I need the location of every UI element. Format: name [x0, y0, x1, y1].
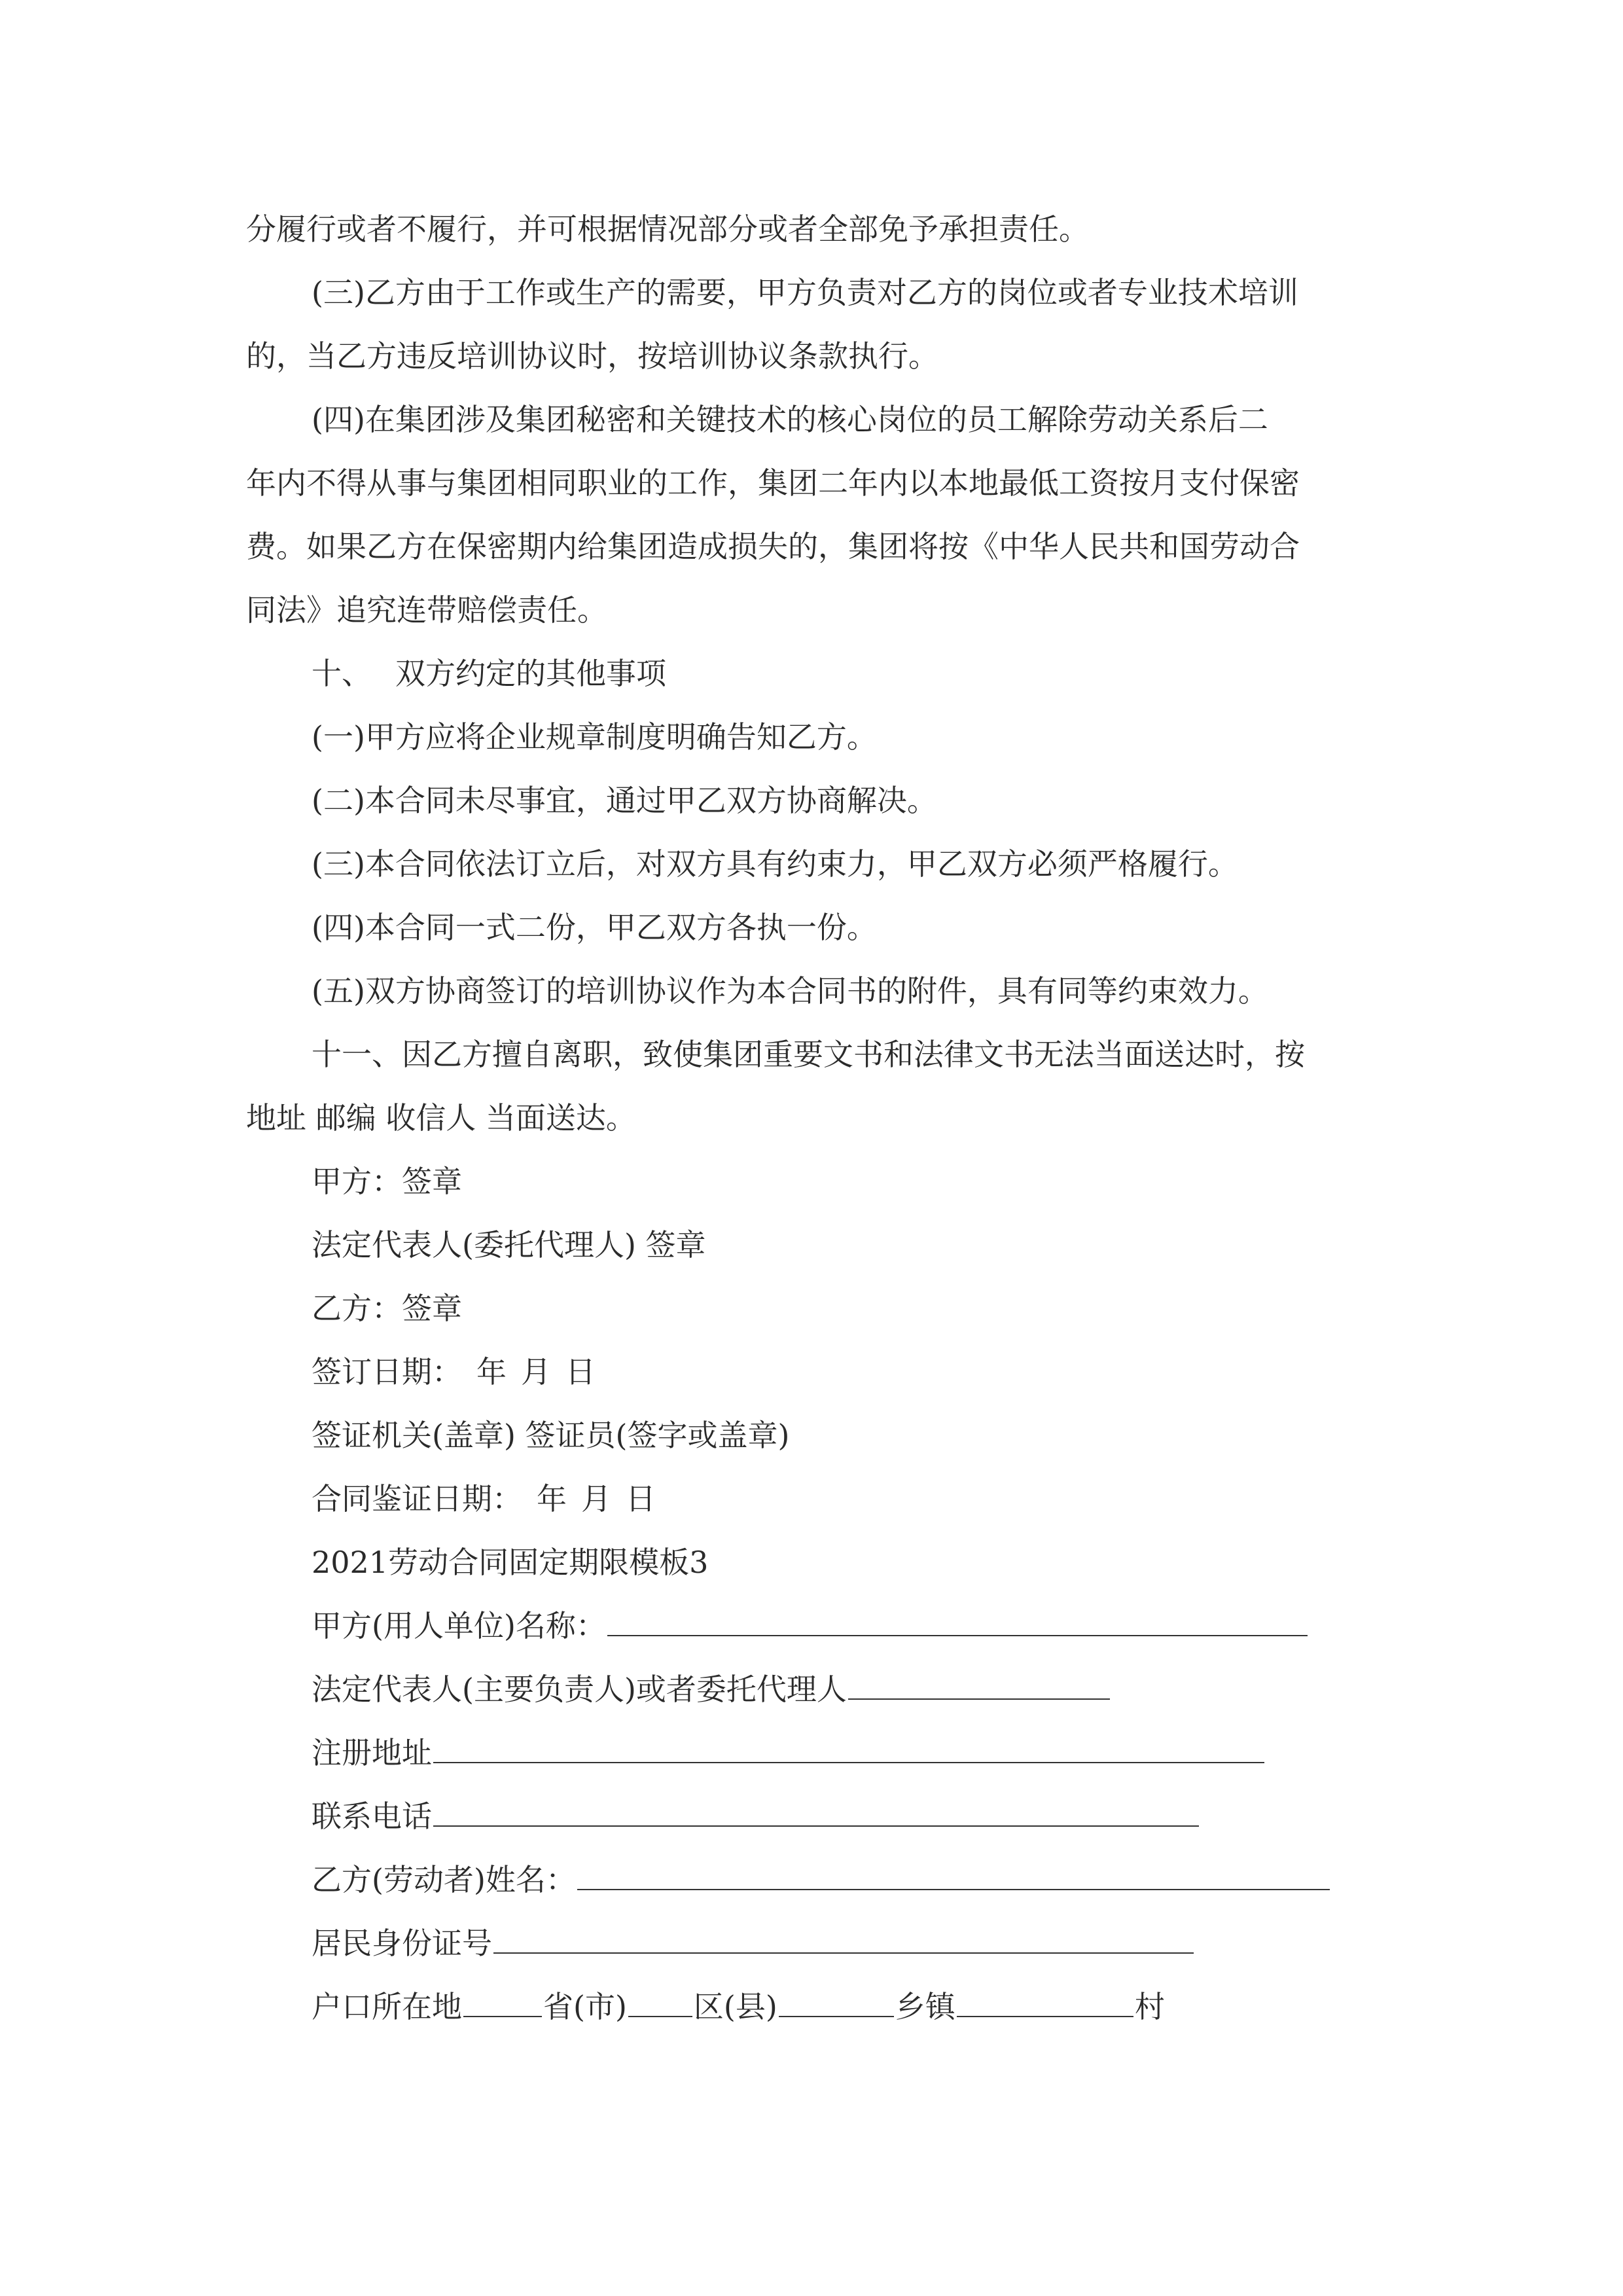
- province-label: 省(市): [543, 1989, 627, 2024]
- list-item: (四)本合同一式二份，甲乙双方各执一份。: [312, 910, 877, 945]
- list-item: (五)双方协商签订的培训协议作为本合同书的附件，具有同等约束效力。: [312, 973, 1268, 1009]
- legal-representative-blank[interactable]: [848, 1670, 1110, 1700]
- year-label: 年: [476, 1354, 507, 1390]
- authority-line: 签证机关(盖章) 签证员(签字或盖章): [312, 1418, 790, 1453]
- household-row: [312, 1987, 1450, 2026]
- paragraph-line: 的，当乙方违反培训协议时，按培训协议条款执行。: [246, 338, 938, 374]
- verify-date: [312, 1479, 1450, 1518]
- list-item: (二)本合同未尽事宜，通过甲乙双方协商解决。: [312, 783, 937, 818]
- phone-label: 联系电话: [312, 1799, 432, 1834]
- id-number-row: [312, 1924, 1450, 1963]
- paragraph-line: (三)乙方由于工作或生产的需要，甲方负责对乙方的岗位或者专业技术培训: [312, 275, 1298, 310]
- template-title: 2021劳动合同固定期限模板3: [312, 1545, 709, 1580]
- employee-name-row: [312, 1860, 1450, 1899]
- sign-date: [312, 1352, 1450, 1391]
- employer-name-row: [312, 1606, 1450, 1645]
- employee-name-blank[interactable]: [577, 1860, 1330, 1890]
- village-blank[interactable]: [957, 1987, 1133, 2017]
- sign-date-label: 签订日期：: [312, 1354, 462, 1390]
- legal-representative-label: 法定代表人(主要负责人)或者委托代理人: [312, 1672, 847, 1707]
- village-label: 村: [1134, 1989, 1165, 2024]
- list-item: (三)本合同依法订立后，对双方具有约束力，甲乙双方必须严格履行。: [312, 846, 1238, 882]
- signature-party-b: 乙方：签章: [312, 1291, 462, 1326]
- employee-name-label: 乙方(劳动者)姓名：: [312, 1862, 576, 1897]
- month-label: 月: [581, 1481, 611, 1516]
- employer-name-label: 甲方(用人单位)名称：: [312, 1608, 606, 1643]
- paragraph-line: 地址 邮编 收信人 当面送达。: [246, 1100, 636, 1136]
- section-heading: [312, 654, 1450, 693]
- phone-row: [312, 1797, 1450, 1836]
- year-label: 年: [537, 1481, 567, 1516]
- id-number-label: 居民身份证号: [312, 1926, 492, 1961]
- paragraph-line: 十一、因乙方擅自离职，致使集团重要文书和法律文书无法当面送达时，按: [312, 1037, 1305, 1072]
- phone-blank[interactable]: [433, 1797, 1199, 1827]
- list-item: (一)甲方应将企业规章制度明确告知乙方。: [312, 719, 877, 755]
- day-label: 日: [565, 1354, 596, 1390]
- registered-address-label: 注册地址: [312, 1735, 432, 1770]
- township-blank[interactable]: [779, 1987, 894, 2017]
- verify-date-label: 合同鉴证日期：: [312, 1481, 522, 1516]
- paragraph-line: (四)在集团涉及集团秘密和关键技术的核心岗位的员工解除劳动关系后二: [312, 402, 1268, 437]
- section-title: 双方约定的其他事项: [395, 656, 666, 691]
- employer-name-blank[interactable]: [607, 1606, 1308, 1636]
- registered-address-blank[interactable]: [433, 1733, 1264, 1763]
- id-number-blank[interactable]: [493, 1924, 1194, 1954]
- household-label: 户口所在地: [312, 1989, 462, 2024]
- district-blank[interactable]: [628, 1987, 692, 2017]
- province-blank[interactable]: [463, 1987, 542, 2017]
- paragraph-line: 同法》追究连带赔偿责任。: [246, 592, 607, 628]
- legal-representative-row: [312, 1670, 1450, 1709]
- registered-address-row: [312, 1733, 1450, 1772]
- district-label: 区(县): [693, 1989, 777, 2024]
- paragraph-line: 费。如果乙方在保密期内给集团造成损失的，集团将按《中华人民共和国劳动合: [246, 529, 1300, 564]
- section-number: 十、: [312, 656, 372, 691]
- day-label: 日: [626, 1481, 656, 1516]
- paragraph-line: 年内不得从事与集团相同职业的工作，集团二年内以本地最低工资按月支付保密: [246, 465, 1300, 501]
- signature-legal-rep: 法定代表人(委托代理人) 签章: [312, 1227, 706, 1263]
- township-label: 乡镇: [895, 1989, 955, 2024]
- paragraph-line: 分履行或者不履行，并可根据情况部分或者全部免予承担责任。: [246, 211, 1089, 247]
- signature-party-a: 甲方：签章: [312, 1164, 462, 1199]
- month-label: 月: [521, 1354, 551, 1390]
